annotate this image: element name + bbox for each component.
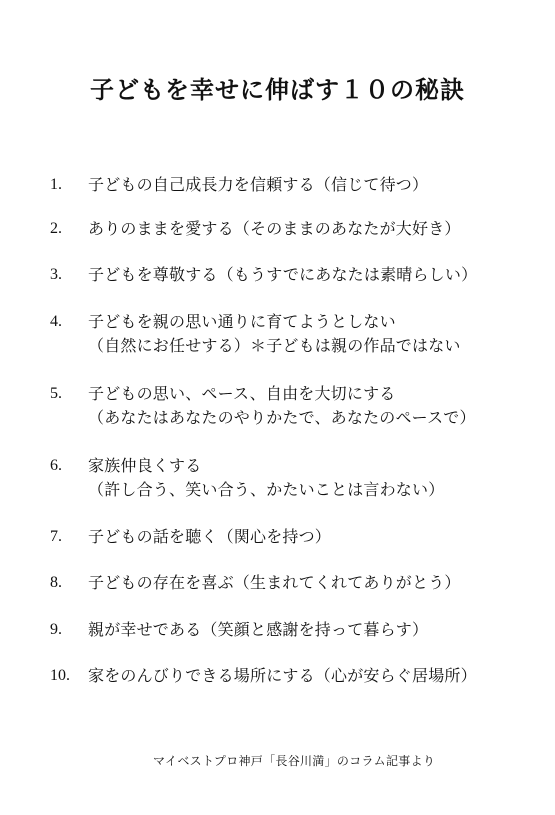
item-number: 1. — [50, 176, 62, 193]
item-text: ありのままを愛する（そのままのあなたが大好き） — [88, 219, 461, 238]
item-subtext: （自然にお任せする）＊子どもは親の作品ではない — [88, 336, 461, 355]
item-text: 親が幸せである（笑顔と感謝を持って暮らす） — [88, 620, 429, 639]
item-text: 家をのんびりできる場所にする（心が安らぐ居場所） — [88, 666, 477, 685]
item-number: 3. — [50, 266, 62, 283]
page-title: 子どもを幸せに伸ばす１０の秘訣 — [90, 75, 465, 104]
item-text: 子どもの話を聴く（関心を持つ） — [88, 527, 332, 546]
item-text: 子どもを親の思い通りに育てようとしない — [88, 312, 396, 331]
item-number: 7. — [50, 528, 62, 545]
item-text: 家族仲良くする — [88, 456, 202, 475]
item-text: 子どもを尊敬する（もうすでにあなたは素晴らしい） — [88, 265, 478, 284]
source-footer: マイベストプロ神戸「長谷川満」のコラム記事より — [153, 754, 436, 768]
item-number: 4. — [50, 313, 62, 330]
item-text: 子どもの自己成長力を信頼する（信じて待つ） — [88, 175, 429, 194]
item-text: 子どもの思い、ペース、自由を大切にする — [88, 384, 396, 403]
item-number: 2. — [50, 220, 62, 237]
item-number: 8. — [50, 574, 62, 591]
item-number: 9. — [50, 621, 62, 638]
item-text: 子どもの存在を喜ぶ（生まれてくれてありがとう） — [88, 573, 461, 592]
item-number: 5. — [50, 385, 62, 402]
item-subtext: （許し合う、笑い合う、かたいことは言わない） — [88, 480, 445, 499]
item-number: 10. — [50, 667, 70, 684]
item-subtext: （あなたはあなたのやりかたで、あなたのペースで） — [88, 408, 476, 427]
item-number: 6. — [50, 457, 62, 474]
